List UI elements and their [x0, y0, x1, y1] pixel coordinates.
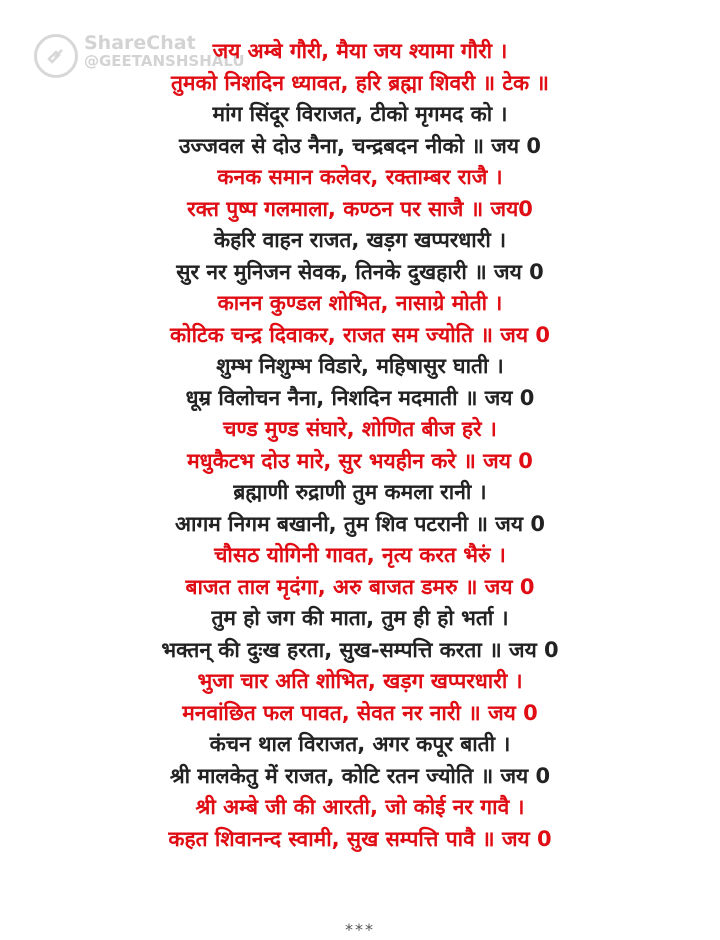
lyric-line: सुर नर मुनिजन सेवक, तिनके दुखहारी ॥ जय 0	[176, 259, 544, 284]
lyric-line: भक्तन् की दुःख हरता, सुख-सम्पत्ति करता ॥ जय 0	[161, 637, 559, 662]
lyric-line: कोटिक चन्द्र दिवाकर, राजत सम ज्योति ॥ जय 0	[170, 322, 550, 347]
lyric-line: मांग सिंदूर विराजत, टीको मृगमद को ।	[212, 102, 508, 126]
lyric-line: रक्त पुष्प गलमाला, कण्ठन पर साजै ॥ जय0	[187, 196, 533, 221]
lyric-line: कंचन थाल विराजत, अगर कपूर बाती ।	[209, 732, 511, 756]
lyric-line: ब्रह्माणी रुद्राणी तुम कमला रानी ।	[233, 480, 487, 504]
watermark-brand: ShareChat	[84, 32, 196, 54]
lyric-line: चौसठ योगिनी गावत, नृत्य करत भैरुं ।	[214, 543, 506, 567]
watermark-handle: @GEETANSHSHALU	[84, 51, 245, 70]
aarti-lyrics	[0, 32, 720, 855]
footer-stars: ***	[345, 920, 375, 939]
lyric-line: उज्जवल से दोउ नैना, चन्द्रबदन नीको ॥ जय 0	[179, 133, 541, 158]
lyric-line: तुमको निशदिन ध्यावत, हरि ब्रह्मा शिवरी ॥ टेक ॥	[170, 70, 550, 95]
lyric-line: श्री अम्बे जी की आरती, जो कोई नर गावै ।	[195, 795, 525, 819]
lyric-line: कहत शिवानन्द स्वामी, सुख सम्पत्ति पावै ॥ जय 0	[168, 826, 552, 851]
lyric-line: कनक समान कलेवर, रक्ताम्बर राजै ।	[217, 165, 503, 189]
lyric-line: आगम निगम बखानी, तुम शिव पटरानी ॥ जय 0	[175, 511, 545, 536]
lyric-line: चण्ड मुण्ड संघारे, शोणित बीज हरे ।	[223, 417, 497, 441]
lyric-line: भुजा चार अति शोभित, खड़ग खप्परधारी ।	[197, 669, 523, 693]
lyric-line: शुम्भ निशुम्भ विडारे, महिषासुर घाती ।	[216, 354, 504, 378]
lyric-line: श्री मालकेतु में राजत, कोटि रतन ज्योति ॥ जय 0	[169, 763, 551, 788]
lyric-line: जय अम्बे गौरी, मैया जय श्यामा गौरी ।	[212, 39, 508, 63]
lyric-line: मनवांछित फल पावत, सेवत नर नारी ॥ जय 0	[182, 700, 538, 725]
lyric-line: तुम हो जग की माता, तुम ही हो भर्ता ।	[211, 606, 509, 630]
lyric-line: बाजत ताल मृदंगा, अरु बाजत डमरु ॥ जय 0	[185, 574, 535, 599]
lyric-line: केहरि वाहन राजत, खड़ग खप्परधारी ।	[213, 228, 507, 252]
lyric-line: कानन कुण्डल शोभित, नासाग्रे मोती ।	[217, 291, 503, 315]
lyric-line: मधुकैटभ दोउ मारे, सुर भयहीन करे ॥ जय 0	[187, 448, 533, 473]
lyric-line: धूम्र विलोचन नैना, निशदिन मदमाती ॥ जय 0	[185, 385, 535, 410]
